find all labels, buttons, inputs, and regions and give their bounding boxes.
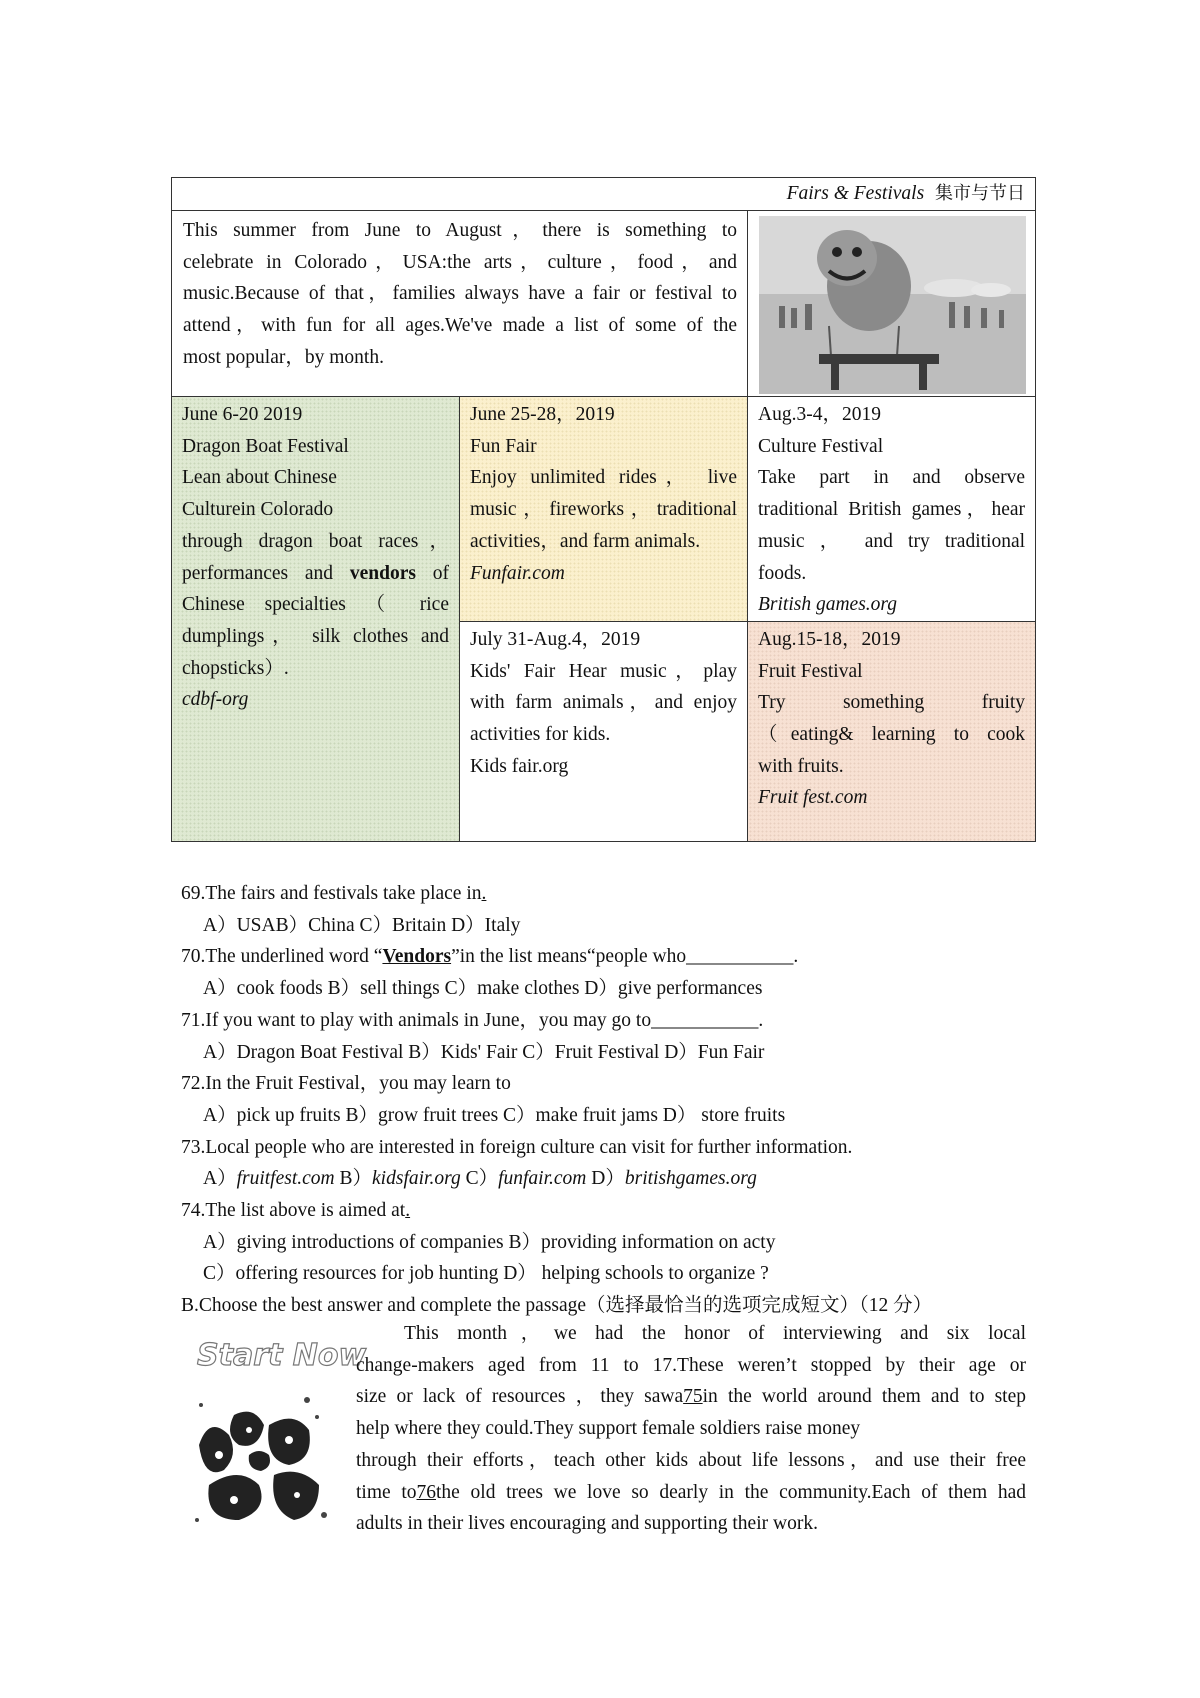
dragon-boat-cell	[172, 397, 460, 842]
fairs-festivals-table	[171, 177, 1036, 842]
passage-line: adults in their lives encouraging and supporting their work.	[356, 1513, 818, 1535]
option-c: funfair.com	[498, 1168, 587, 1190]
start-now-illustration	[189, 1325, 367, 1530]
dragon-date: June 6-20 2019	[182, 404, 303, 425]
dragon-site: cdbf-org	[182, 689, 249, 711]
dragon-name: Dragon Boat Festival	[182, 435, 349, 457]
blank-76: 76	[416, 1481, 437, 1503]
kids-date: July 31-Aug.4，2019	[470, 628, 641, 650]
passage-text: size or lack of resources ，they sawa	[356, 1386, 684, 1408]
answer-blank: ___________.	[651, 1009, 764, 1031]
question-71-options: A）Dragon Boat Festival B）Kids' Fair C）Fruit Festival D）Fun Fair	[203, 1041, 765, 1063]
fruit-site: Fruit fest.com	[758, 787, 868, 809]
kids-line: Kids' Fair Hear music，play	[470, 660, 737, 682]
intro-line: most popular，by month.	[183, 346, 384, 368]
dragon-line: through dragon boat races，	[182, 530, 449, 552]
answer-blank: ___________.	[686, 946, 799, 968]
question-71	[181, 1005, 1041, 1037]
question-74	[181, 1195, 1041, 1227]
question-text: 69.The fairs and festivals take place in	[181, 883, 482, 904]
culture-name: Culture Festival	[758, 435, 884, 457]
passage-text: the old trees we love so dearly in the community.Each of them had	[436, 1481, 1026, 1503]
table-header-row	[172, 178, 1036, 211]
questions-section	[181, 878, 1041, 1322]
intro-line: attend，with fun for all ages.We've made a list of some of the	[183, 315, 737, 337]
question-72: 72.In the Fruit Festival，you may learn to	[181, 1073, 511, 1095]
culture-line: foods.	[758, 562, 807, 584]
question-69	[181, 878, 1041, 910]
underlined-word: Vendors	[382, 946, 452, 968]
culture-line: Take part in and observe	[758, 467, 1026, 489]
fruit-date: Aug.15-18，2019	[758, 628, 901, 650]
culture-site: British games.org	[758, 594, 898, 616]
passage-line: help where they could.They support female soldiers raise money	[356, 1418, 861, 1440]
fruit-line: with fruits.	[758, 755, 844, 777]
question-74-options: A）giving introductions of companies B）providing information on acty	[203, 1231, 776, 1253]
passage-text: in the world around them and to step	[702, 1386, 1027, 1408]
passage-line: change-makers aged from 11 to 17.These weren’t stopped by their age or	[356, 1354, 1026, 1376]
dragon-line: chopsticks）.	[182, 657, 289, 679]
intro-text	[172, 211, 747, 374]
dragon-line	[182, 558, 449, 590]
question-74-options: C）offering resources for job hunting D） helping schools to organize ?	[203, 1263, 769, 1285]
question-69-options: A）USAB）China C）Britain D）Italy	[203, 914, 521, 936]
question-70	[181, 941, 1041, 973]
vendors-word: vendors	[349, 562, 416, 584]
passage-line: through their efforts，teach other kids about life lessons，and use their free	[356, 1449, 1026, 1471]
question-73-options: A）fruitfest.com B）kidsfair.org C）funfair.com D）britishgames.org	[203, 1168, 757, 1190]
dragon-line: Chinese specialties （ rice	[182, 594, 449, 616]
kids-fair-cell	[460, 621, 748, 841]
funfair-site: Funfair.com	[470, 562, 565, 584]
culture-date: Aug.3-4，2019	[758, 404, 881, 425]
intro-line: music.Because of that，families always have a fair or festival to	[183, 283, 737, 305]
kids-line: with farm animals，and enjoy	[470, 692, 737, 714]
intro-row	[172, 211, 1036, 397]
funfair-line: activities，and farm animals.	[470, 530, 701, 552]
dragon-line: dumplings， silk clothes and	[182, 625, 449, 647]
question-text: 71.If you want to play with animals in June，you may go to	[181, 1009, 652, 1031]
passage-line	[356, 1381, 1026, 1413]
header-chinese: 集市与节日	[935, 183, 1026, 204]
funfair-date: June 25-28，2019	[470, 404, 615, 425]
fruit-festival-cell	[748, 621, 1036, 841]
dragon-line: Lean about Chinese	[182, 467, 337, 489]
option-a: fruitfest.com	[236, 1168, 335, 1190]
start-now-text: Start Now	[197, 1338, 367, 1373]
funfair-line: Enjoy unlimited rides， live	[470, 467, 737, 489]
photo-cell	[748, 211, 1036, 397]
question-72-options: A）pick up fruits B）grow fruit trees C）make fruit jams D） store fruits	[203, 1104, 786, 1126]
reading-passage	[356, 1318, 1026, 1540]
funfair-line: music，fireworks，traditional	[470, 499, 737, 521]
question-73: 73.Local people who are interested in foreign culture can visit for further information.	[181, 1136, 853, 1158]
fun-fair-cell	[460, 397, 748, 622]
part-b-text: B.Choose the best answer and complete the passage（选择最恰当的选项完成短文）（12 分）	[181, 1295, 933, 1317]
dragon-line-part: of	[415, 562, 449, 584]
start-now-picture	[189, 1325, 367, 1530]
fruit-line: （eating& learning to cook	[758, 724, 1026, 746]
dragon-line-part: performances and	[182, 562, 350, 584]
blank-75: 75	[683, 1386, 703, 1408]
events-row-1	[172, 397, 1036, 622]
lion-dance-illustration	[759, 216, 1026, 394]
question-text: 74.The list above is aimed at	[181, 1200, 406, 1222]
kids-line: activities for kids.	[470, 724, 611, 746]
culture-line: music ， and try traditional	[758, 530, 1026, 552]
intro-cell	[172, 211, 748, 397]
fruit-name: Fruit Festival	[758, 660, 863, 682]
intro-line: celebrate in Colorado，USA:the arts，culture，food，and	[183, 251, 737, 273]
passage-line: This month，we had the honor of interviewing and six local	[404, 1323, 1026, 1344]
option-d: britishgames.org	[624, 1168, 757, 1190]
answer-blank: .	[481, 883, 487, 904]
table-header	[172, 178, 1036, 211]
lion-dance-photo	[759, 216, 1026, 394]
culture-festival-cell	[748, 397, 1036, 622]
passage-text: time to	[356, 1481, 417, 1503]
question-70-options: A）cook foods B）sell things C）make clothes D）give performances	[203, 978, 763, 1000]
intro-line: This summer from June to August，there is something to	[183, 220, 737, 241]
dragon-line: Culturein Colorado	[182, 499, 334, 521]
question-text: 70.The underlined word “	[181, 946, 383, 968]
answer-blank: .	[405, 1200, 411, 1222]
question-text: ”in the list means“people who	[451, 946, 687, 968]
passage-line	[356, 1477, 1026, 1509]
kids-site: Kids fair.org	[470, 755, 569, 777]
fruit-line: Try something fruity	[758, 692, 1026, 714]
option-b: kidsfair.org	[372, 1168, 461, 1190]
culture-line: traditional British games，hear	[758, 499, 1026, 521]
funfair-name: Fun Fair	[470, 435, 537, 457]
header-english: Fairs & Festivals	[786, 183, 925, 204]
